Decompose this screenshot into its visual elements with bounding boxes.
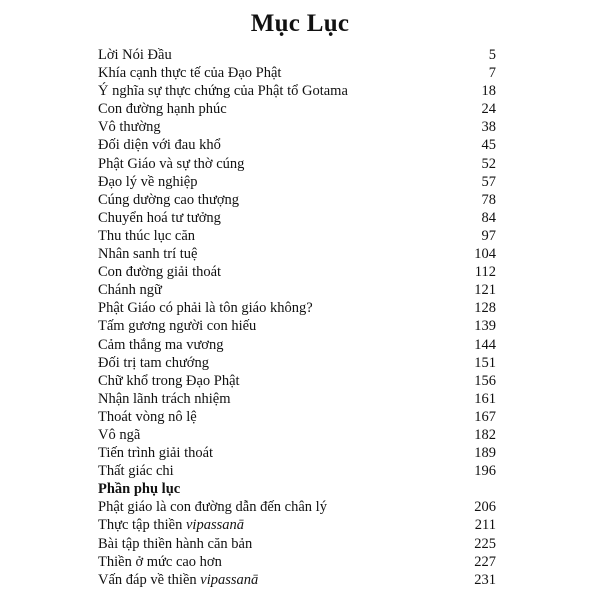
toc-entry-label: Con đường giải thoát — [98, 264, 222, 281]
toc-entry — [98, 173, 496, 191]
toc-entry-label: Khía cạnh thực tế của Đạo Phật — [98, 65, 282, 82]
toc-entry-page: 206 — [474, 499, 496, 516]
toc-entry — [98, 118, 496, 136]
toc-entry-label-text: Thực tập thiền — [98, 517, 186, 534]
toc-entry — [98, 390, 496, 408]
toc-entry-page: 144 — [474, 336, 496, 353]
toc-entry — [98, 299, 496, 317]
toc-entry — [98, 100, 496, 118]
appendix-heading-row — [98, 480, 496, 498]
toc-entry-label: Lời Nói Đầu — [98, 47, 172, 63]
toc-entry-label: Nhân sanh trí tuệ — [98, 246, 198, 263]
toc-entry — [98, 498, 496, 516]
toc-entry-page: 182 — [474, 426, 496, 443]
toc-entry — [98, 354, 496, 372]
toc-entry-label: Phật Giáo và sự thờ cúng — [98, 155, 245, 172]
toc-entry — [98, 317, 496, 335]
toc-entry-label: Tấm gương người con hiếu — [98, 318, 257, 335]
toc-entry-label: Nhận lãnh trách nhiệm — [98, 390, 231, 407]
toc-entry — [98, 136, 496, 154]
toc-entry — [98, 227, 496, 245]
toc-entry — [98, 372, 496, 390]
toc-entry — [98, 553, 496, 571]
toc-entry-page: 121 — [474, 282, 496, 299]
toc-entry — [98, 281, 496, 299]
toc-entry — [98, 535, 496, 553]
toc-entry — [98, 426, 496, 444]
appendix-heading: Phần phụ lục — [98, 481, 181, 498]
toc-entry-label: Tiến trình giải thoát — [98, 445, 214, 462]
toc-entry-page: 189 — [474, 445, 496, 462]
toc-entry-label-italic: vipassanā — [185, 517, 244, 534]
page-title: Mục Lục — [250, 10, 350, 37]
toc-entry-page: 97 — [481, 227, 496, 244]
toc-entry-label: Ý nghĩa sự thực chứng của Phật tổ Gotama — [98, 83, 348, 100]
toc-entry — [98, 263, 496, 281]
toc-entry-label: Phật Giáo có phải là tôn giáo không? — [98, 300, 313, 317]
table-of-contents — [98, 46, 496, 589]
toc-entry-page: 231 — [474, 571, 496, 588]
toc-entry — [98, 46, 496, 64]
toc-entry-page: 38 — [481, 119, 496, 136]
toc-entry — [98, 64, 496, 82]
toc-entry-page: 18 — [481, 83, 496, 100]
toc-entry-label: Thất giác chi — [98, 463, 174, 480]
toc-entry-label: Thiền ở mức cao hơn — [98, 553, 222, 570]
toc-entry-label — [98, 571, 258, 589]
toc-entry-label: Con đường hạnh phúc — [98, 101, 227, 118]
toc-entry-page: 167 — [474, 408, 496, 425]
toc-entry-label: Thu thúc lục căn — [98, 227, 196, 244]
toc-entry — [98, 209, 496, 227]
toc-entry — [98, 191, 496, 209]
toc-entry-page: 24 — [481, 101, 496, 118]
toc-entry-page: 52 — [481, 155, 496, 172]
toc-entry-page: 57 — [481, 173, 496, 190]
toc-entry — [98, 408, 496, 426]
toc-entry-label: Chữ khổ trong Đạo Phật — [98, 372, 240, 389]
toc-entry-label: Đạo lý về nghiệp — [98, 173, 198, 190]
toc-entry — [98, 571, 496, 589]
toc-entry-page: 104 — [474, 246, 496, 263]
toc-entry-page: 227 — [474, 553, 496, 570]
toc-entry-page: 196 — [474, 463, 496, 480]
toc-entry-page: 156 — [474, 372, 496, 389]
toc-entry-label: Vô thường — [98, 119, 161, 136]
toc-entry-label — [98, 516, 244, 534]
toc-entry-page: 78 — [481, 191, 496, 208]
toc-entry-page: 128 — [474, 300, 496, 317]
toc-entry-page: 84 — [481, 209, 496, 226]
toc-entry-label: Vô ngã — [98, 426, 141, 443]
toc-entry-page: 7 — [488, 65, 496, 82]
toc-entry-label: Thoát vòng nô lệ — [98, 408, 197, 425]
toc-entry — [98, 82, 496, 100]
toc-entry-label: Cảm thắng ma vương — [98, 336, 224, 353]
toc-entry-label: Phật giáo là con đường dẫn đến chân lý — [98, 499, 327, 516]
toc-entry-label: Bài tập thiền hành căn bản — [98, 535, 253, 552]
toc-entry-page: 112 — [474, 264, 496, 281]
toc-entry-page: 151 — [474, 354, 496, 371]
toc-entry-label: Cúng dường cao thượng — [98, 191, 239, 208]
toc-entry — [98, 245, 496, 263]
toc-entry — [98, 155, 496, 173]
toc-entry-label-italic: vipassanā — [200, 571, 259, 588]
toc-entry-label: Chuyển hoá tư tưởng — [98, 209, 221, 226]
toc-entry-label: Đối diện với đau khổ — [98, 137, 221, 154]
toc-entry — [98, 516, 496, 534]
toc-entry — [98, 444, 496, 462]
toc-entry-page: 45 — [481, 137, 496, 154]
toc-entry-label-text: Vấn đáp về thiền — [98, 571, 201, 588]
toc-entry-page: 225 — [474, 535, 496, 552]
toc-entry-page: 161 — [474, 390, 496, 407]
toc-entry-page: 211 — [474, 517, 496, 534]
toc-entry-label: Đối trị tam chướng — [98, 354, 209, 371]
toc-entry-label: Chánh ngữ — [98, 282, 162, 299]
toc-entry — [98, 462, 496, 480]
toc-entry-page: 5 — [488, 47, 496, 63]
toc-entry-page: 139 — [474, 318, 496, 335]
toc-entry — [98, 336, 496, 354]
